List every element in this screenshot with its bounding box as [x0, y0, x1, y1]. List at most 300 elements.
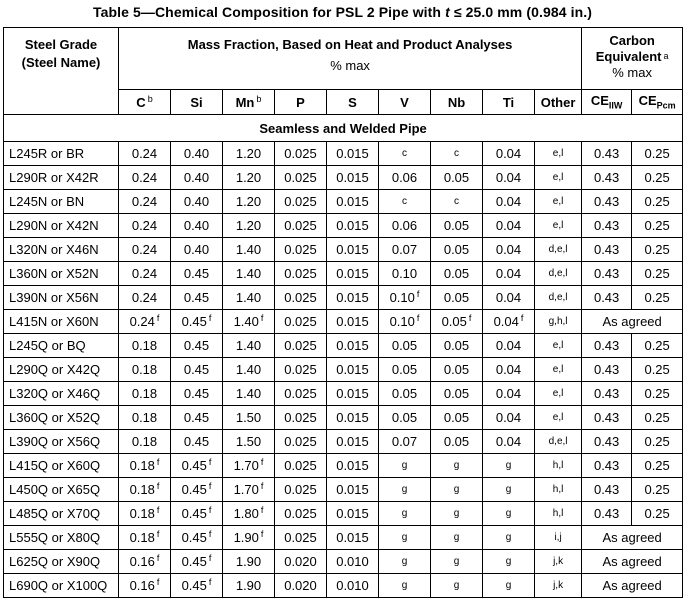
value-text: 1.70	[233, 458, 259, 473]
value-footnote-only: g	[401, 579, 408, 591]
value-text: 1.90	[235, 578, 262, 593]
value-cell-other: h,l	[535, 502, 582, 526]
column-header-v	[379, 90, 431, 115]
steel-grade-header	[4, 28, 119, 115]
table-title-prefix: Table 5—Chemical Composition for PSL 2 Pipe with	[92, 4, 446, 20]
ce-iiw-cell: 0.43	[582, 406, 632, 430]
value-text: 0.05	[391, 410, 418, 425]
steel-grade-cell: L320Q or X46Q	[4, 382, 119, 406]
value-footnote-only: g	[453, 507, 460, 519]
steel-grade-cell: L390N or X56N	[4, 286, 119, 310]
value-footnote: f	[156, 553, 160, 563]
value-cell-v	[379, 382, 431, 406]
value-text: 1.20	[235, 218, 262, 233]
value-footnote: f	[156, 457, 160, 467]
ce-pcm-cell: 0.25	[632, 214, 683, 238]
value-footnote: f	[416, 289, 420, 299]
value-cell-ti	[483, 358, 535, 382]
value-cell-p: 0.025	[275, 214, 327, 238]
value-cell-p: 0.025	[275, 406, 327, 430]
section-row	[4, 115, 683, 142]
value-cell-v	[379, 526, 431, 550]
value-footnote: f	[156, 313, 160, 323]
table-row	[4, 526, 683, 550]
value-text: 0.07	[391, 434, 418, 449]
value-footnote: f	[468, 313, 472, 323]
as-agreed-cell: As agreed	[582, 526, 683, 550]
value-cell-s: 0.015	[327, 166, 379, 190]
ce-pcm-cell: 0.25	[632, 430, 683, 454]
value-cell-p: 0.025	[275, 142, 327, 166]
ce-pcm-cell: 0.25	[632, 238, 683, 262]
value-footnote: f	[260, 313, 264, 323]
value-text: 0.18	[131, 410, 158, 425]
column-header-label: Ti	[502, 94, 515, 110]
value-footnote: f	[156, 529, 160, 539]
value-cell-c	[119, 142, 171, 166]
value-text: 0.45	[183, 290, 210, 305]
value-text: 0.05	[443, 218, 470, 233]
value-cell-p: 0.025	[275, 454, 327, 478]
steel-grade-cell: L245Q or BQ	[4, 334, 119, 358]
value-cell-p: 0.020	[275, 574, 327, 598]
table-row	[4, 142, 683, 166]
value-text: 1.40	[233, 314, 259, 329]
steel-grade-cell: L485Q or X70Q	[4, 502, 119, 526]
value-cell-other: g,h,l	[535, 310, 582, 334]
value-footnote-only: g	[505, 483, 512, 495]
value-cell-s: 0.015	[327, 406, 379, 430]
table-row	[4, 406, 683, 430]
steel-grade-cell: L290Q or X42Q	[4, 358, 119, 382]
value-text: 0.45	[181, 314, 207, 329]
ce-iiw-cell: 0.43	[582, 166, 632, 190]
value-text: 0.16	[129, 554, 155, 569]
value-cell-other: j,k	[535, 550, 582, 574]
value-cell-c	[119, 286, 171, 310]
value-text: 1.40	[235, 338, 262, 353]
value-cell-v	[379, 478, 431, 502]
header-row-top	[4, 28, 683, 90]
steel-grade-cell: L360Q or X52Q	[4, 406, 119, 430]
value-text: 0.04	[495, 434, 522, 449]
value-cell-nb	[431, 406, 483, 430]
value-text: 0.24	[131, 146, 158, 161]
value-text: 1.90	[233, 530, 259, 545]
value-cell-ti	[483, 574, 535, 598]
ce-iiw-cell: 0.43	[582, 142, 632, 166]
value-cell-nb	[431, 238, 483, 262]
steel-grade-cell: L360N or X52N	[4, 262, 119, 286]
value-cell-si	[171, 406, 223, 430]
column-header-si	[171, 90, 223, 115]
value-text: 0.04	[495, 290, 522, 305]
steel-grade-header-line1: Steel Grade	[24, 37, 98, 52]
ce-pcm-cell: 0.25	[632, 142, 683, 166]
table-row	[4, 166, 683, 190]
value-footnote-only: g	[453, 531, 460, 543]
steel-grade-cell: L245R or BR	[4, 142, 119, 166]
value-cell-c	[119, 550, 171, 574]
value-cell-other: e,l	[535, 214, 582, 238]
steel-grade-cell: L415N or X60N	[4, 310, 119, 334]
value-cell-mn	[223, 142, 275, 166]
value-cell-p: 0.025	[275, 502, 327, 526]
value-text: 0.05	[443, 266, 470, 281]
value-text: 0.45	[181, 578, 207, 593]
table-row	[4, 334, 683, 358]
value-cell-ti	[483, 286, 535, 310]
value-text: 1.70	[233, 482, 259, 497]
value-text: 1.40	[235, 290, 262, 305]
value-cell-s: 0.015	[327, 310, 379, 334]
ce-iiw-cell: 0.43	[582, 454, 632, 478]
value-cell-mn	[223, 166, 275, 190]
value-cell-nb	[431, 166, 483, 190]
value-text: 0.40	[183, 146, 210, 161]
value-cell-s: 0.015	[327, 454, 379, 478]
value-cell-c	[119, 574, 171, 598]
value-cell-c	[119, 166, 171, 190]
value-footnote-only: g	[453, 555, 460, 567]
table-row	[4, 478, 683, 502]
value-cell-nb	[431, 286, 483, 310]
carbon-equivalent-footnote: a	[663, 51, 669, 61]
value-text: 0.45	[183, 266, 210, 281]
value-cell-mn	[223, 358, 275, 382]
value-text: 0.40	[183, 194, 210, 209]
table-row	[4, 286, 683, 310]
ce-pcm-cell: 0.25	[632, 478, 683, 502]
ce-pcm-cell: 0.25	[632, 358, 683, 382]
value-text: 0.07	[391, 242, 418, 257]
value-footnote: f	[260, 529, 264, 539]
value-cell-other: e,l	[535, 166, 582, 190]
value-cell-p: 0.025	[275, 526, 327, 550]
value-footnote: f	[416, 313, 420, 323]
value-footnote: f	[156, 577, 160, 587]
value-text: 0.45	[183, 434, 210, 449]
value-text: 0.04	[495, 386, 522, 401]
value-cell-s: 0.015	[327, 142, 379, 166]
value-cell-p: 0.025	[275, 190, 327, 214]
carbon-equivalent-header	[582, 28, 683, 90]
value-footnote: f	[156, 505, 160, 515]
value-text: 0.45	[181, 554, 207, 569]
value-cell-v	[379, 310, 431, 334]
value-cell-si	[171, 454, 223, 478]
value-cell-s: 0.015	[327, 526, 379, 550]
value-text: 0.05	[391, 338, 418, 353]
value-text: 0.04	[495, 242, 522, 257]
value-footnote: f	[208, 505, 212, 515]
value-text: 0.06	[391, 170, 418, 185]
table-row	[4, 358, 683, 382]
value-text: 0.10	[391, 266, 418, 281]
table-title	[0, 0, 685, 24]
value-cell-other: e,l	[535, 406, 582, 430]
value-cell-c	[119, 334, 171, 358]
value-text: 0.40	[183, 242, 210, 257]
value-cell-c	[119, 478, 171, 502]
value-cell-v	[379, 550, 431, 574]
value-cell-ti	[483, 406, 535, 430]
value-text: 0.05	[441, 314, 467, 329]
column-header-subscript: IIW	[608, 100, 623, 111]
value-text: 0.45	[181, 506, 207, 521]
column-header-p	[275, 90, 327, 115]
value-text: 0.04	[495, 362, 522, 377]
table-row	[4, 454, 683, 478]
table-row	[4, 310, 683, 334]
value-cell-si	[171, 214, 223, 238]
value-footnote: f	[208, 457, 212, 467]
value-cell-v	[379, 238, 431, 262]
value-cell-c	[119, 502, 171, 526]
value-footnote: f	[208, 481, 212, 491]
value-footnote: f	[260, 457, 264, 467]
ce-pcm-cell: 0.25	[632, 286, 683, 310]
as-agreed-cell: As agreed	[582, 550, 683, 574]
value-cell-other: d,e,l	[535, 430, 582, 454]
ce-pcm-cell: 0.25	[632, 382, 683, 406]
ce-iiw-cell: 0.43	[582, 430, 632, 454]
table-row	[4, 238, 683, 262]
value-text: 1.50	[235, 434, 262, 449]
value-cell-si	[171, 430, 223, 454]
value-text: 0.18	[129, 530, 155, 545]
value-text: 0.45	[183, 338, 210, 353]
steel-grade-cell: L555Q or X80Q	[4, 526, 119, 550]
value-cell-nb	[431, 190, 483, 214]
table-row	[4, 430, 683, 454]
value-cell-mn	[223, 238, 275, 262]
value-cell-mn	[223, 310, 275, 334]
value-cell-v	[379, 334, 431, 358]
ce-iiw-cell: 0.43	[582, 478, 632, 502]
value-cell-v	[379, 502, 431, 526]
value-text: 0.05	[443, 434, 470, 449]
ce-pcm-cell: 0.25	[632, 406, 683, 430]
value-cell-s: 0.015	[327, 334, 379, 358]
value-cell-other: d,e,l	[535, 238, 582, 262]
table-row	[4, 190, 683, 214]
value-text: 0.04	[493, 314, 519, 329]
value-cell-ti	[483, 190, 535, 214]
value-cell-nb	[431, 574, 483, 598]
column-header-c	[119, 90, 171, 115]
value-cell-ti	[483, 310, 535, 334]
value-cell-ti	[483, 334, 535, 358]
value-cell-v	[379, 430, 431, 454]
value-cell-si	[171, 550, 223, 574]
value-text: 0.05	[391, 386, 418, 401]
value-cell-mn	[223, 214, 275, 238]
value-cell-mn	[223, 454, 275, 478]
value-cell-ti	[483, 502, 535, 526]
value-cell-v	[379, 454, 431, 478]
value-cell-p: 0.025	[275, 310, 327, 334]
value-cell-other: h,l	[535, 478, 582, 502]
ce-iiw-cell: 0.43	[582, 358, 632, 382]
table-row	[4, 550, 683, 574]
value-footnote-only: g	[505, 555, 512, 567]
column-header-label: Mn	[235, 94, 255, 110]
value-text: 0.06	[391, 218, 418, 233]
value-text: 0.04	[495, 266, 522, 281]
value-text: 0.18	[131, 338, 158, 353]
column-header-ce-iiw	[582, 90, 632, 115]
column-header-mn	[223, 90, 275, 115]
value-text: 0.05	[443, 290, 470, 305]
value-cell-other: j,k	[535, 574, 582, 598]
value-footnote-only: g	[505, 507, 512, 519]
value-cell-mn	[223, 478, 275, 502]
value-text: 0.05	[443, 242, 470, 257]
value-cell-p: 0.025	[275, 382, 327, 406]
value-cell-other: d,e,l	[535, 286, 582, 310]
value-cell-other: e,l	[535, 190, 582, 214]
value-cell-v	[379, 406, 431, 430]
value-cell-mn	[223, 262, 275, 286]
value-footnote: f	[208, 577, 212, 587]
column-header-ti	[483, 90, 535, 115]
value-footnote: f	[208, 313, 212, 323]
value-footnote-only: c	[402, 147, 407, 159]
value-cell-s: 0.010	[327, 550, 379, 574]
value-text: 0.18	[131, 434, 158, 449]
value-cell-v	[379, 262, 431, 286]
value-cell-ti	[483, 526, 535, 550]
value-cell-si	[171, 382, 223, 406]
value-cell-s: 0.015	[327, 430, 379, 454]
value-text: 0.05	[443, 386, 470, 401]
value-cell-si	[171, 238, 223, 262]
value-text: 0.05	[443, 410, 470, 425]
value-cell-v	[379, 190, 431, 214]
value-text: 1.50	[235, 410, 262, 425]
value-cell-nb	[431, 214, 483, 238]
table-row	[4, 382, 683, 406]
value-cell-p: 0.025	[275, 358, 327, 382]
table-row	[4, 502, 683, 526]
value-footnote-only: g	[401, 555, 408, 567]
carbon-equivalent-header-unit: % max	[612, 65, 652, 80]
ce-pcm-cell: 0.25	[632, 454, 683, 478]
value-cell-v	[379, 358, 431, 382]
value-footnote-only: c	[454, 195, 459, 207]
value-footnote-only: g	[453, 579, 460, 591]
value-text: 1.90	[235, 554, 262, 569]
value-cell-c	[119, 382, 171, 406]
ce-pcm-cell: 0.25	[632, 190, 683, 214]
ce-pcm-cell: 0.25	[632, 502, 683, 526]
value-text: 0.05	[443, 362, 470, 377]
value-cell-mn	[223, 574, 275, 598]
table-title-suffix: ≤ 25.0 mm (0.984 in.)	[449, 4, 593, 20]
ce-iiw-cell: 0.43	[582, 190, 632, 214]
ce-iiw-cell: 0.43	[582, 286, 632, 310]
value-text: 0.24	[131, 242, 158, 257]
steel-grade-cell: L690Q or X100Q	[4, 574, 119, 598]
value-cell-ti	[483, 430, 535, 454]
value-text: 0.45	[181, 482, 207, 497]
column-header-s	[327, 90, 379, 115]
table-row	[4, 262, 683, 286]
value-cell-ti	[483, 262, 535, 286]
value-cell-si	[171, 526, 223, 550]
value-cell-nb	[431, 478, 483, 502]
value-cell-other: e,l	[535, 382, 582, 406]
as-agreed-cell: As agreed	[582, 574, 683, 598]
ce-iiw-cell: 0.43	[582, 262, 632, 286]
value-text: 0.04	[495, 218, 522, 233]
value-text: 1.20	[235, 194, 262, 209]
value-text: 0.24	[131, 218, 158, 233]
value-text: 0.18	[129, 482, 155, 497]
value-text: 0.45	[181, 530, 207, 545]
value-text: 0.18	[129, 506, 155, 521]
steel-grade-cell: L245N or BN	[4, 190, 119, 214]
value-cell-c	[119, 454, 171, 478]
value-text: 0.04	[495, 170, 522, 185]
value-cell-mn	[223, 526, 275, 550]
ce-pcm-cell: 0.25	[632, 262, 683, 286]
value-cell-nb	[431, 310, 483, 334]
value-text: 0.45	[183, 410, 210, 425]
value-cell-nb	[431, 454, 483, 478]
value-text: 1.40	[235, 266, 262, 281]
steel-grade-cell: L450Q or X65Q	[4, 478, 119, 502]
value-footnote-only: g	[401, 507, 408, 519]
value-cell-other: e,l	[535, 334, 582, 358]
value-text: 0.05	[391, 362, 418, 377]
value-footnote-only: g	[505, 531, 512, 543]
column-header-other	[535, 90, 582, 115]
value-cell-ti	[483, 478, 535, 502]
value-cell-nb	[431, 526, 483, 550]
column-header-footnote: b	[147, 93, 153, 104]
column-header-label: Si	[190, 94, 203, 110]
value-cell-ti	[483, 454, 535, 478]
value-text: 0.05	[443, 170, 470, 185]
value-text: 0.24	[131, 194, 158, 209]
value-cell-p: 0.025	[275, 262, 327, 286]
column-header-label: C	[136, 94, 146, 110]
value-footnote-only: g	[401, 483, 408, 495]
value-footnote-only: g	[505, 459, 512, 471]
value-cell-si	[171, 358, 223, 382]
value-text: 0.10	[389, 290, 415, 305]
value-text: 0.24	[129, 314, 155, 329]
value-footnote: f	[260, 481, 264, 491]
value-footnote-only: g	[401, 531, 408, 543]
ce-iiw-cell: 0.43	[582, 502, 632, 526]
value-text: 0.10	[389, 314, 415, 329]
value-cell-mn	[223, 550, 275, 574]
ce-pcm-cell: 0.25	[632, 166, 683, 190]
value-text: 0.24	[131, 266, 158, 281]
value-cell-v	[379, 166, 431, 190]
value-cell-s: 0.015	[327, 238, 379, 262]
value-cell-v	[379, 286, 431, 310]
value-cell-p: 0.025	[275, 238, 327, 262]
value-cell-si	[171, 262, 223, 286]
value-cell-s: 0.015	[327, 214, 379, 238]
value-cell-mn	[223, 286, 275, 310]
ce-iiw-cell: 0.43	[582, 214, 632, 238]
table-title-variable: t	[445, 4, 450, 20]
